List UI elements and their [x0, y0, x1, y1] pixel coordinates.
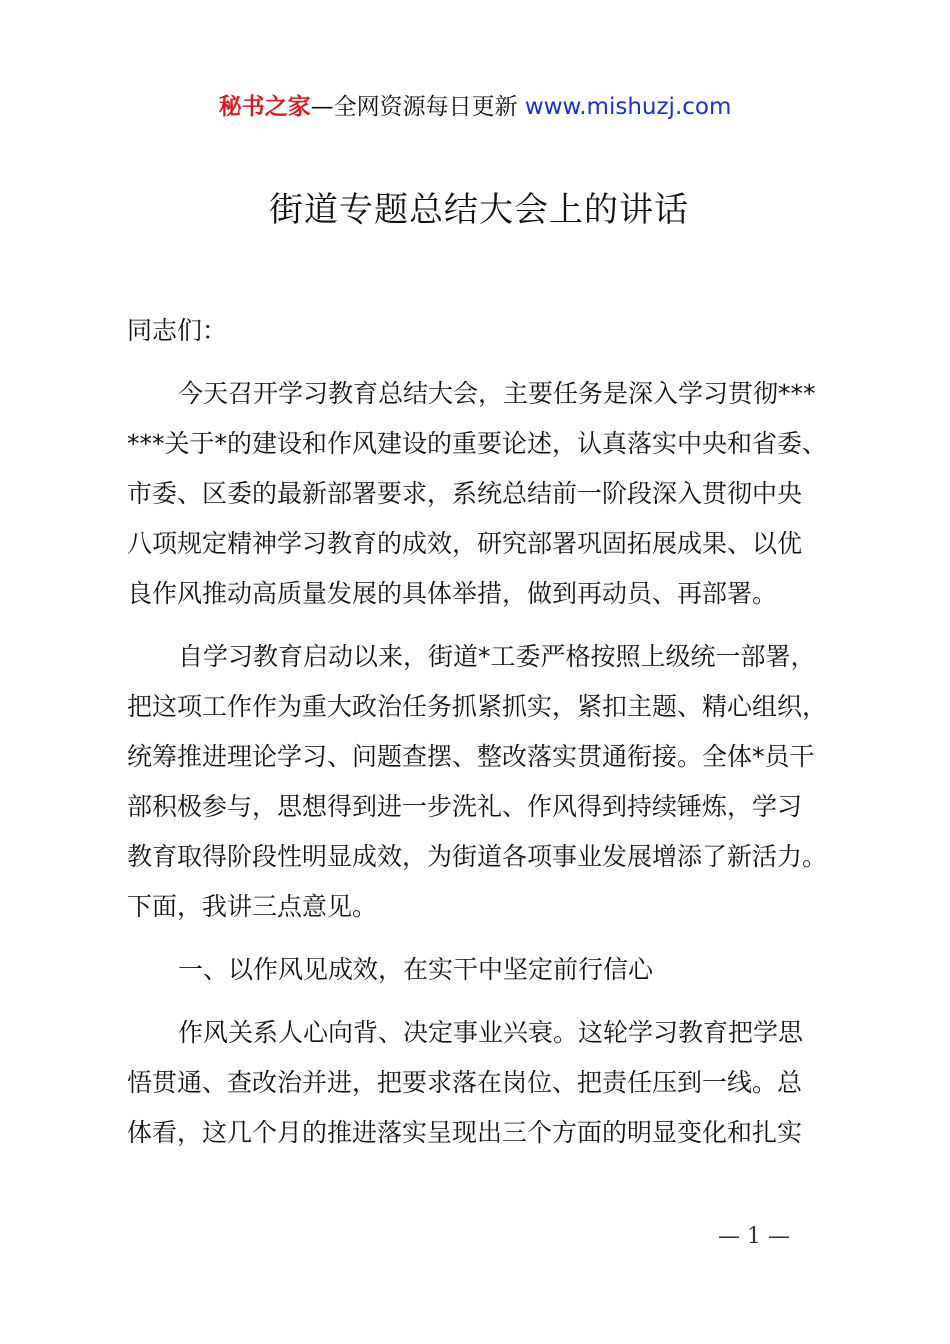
paragraph-line: 教育取得阶段性明显成效，为街道各项事业发展增添了新活力。	[127, 842, 828, 871]
site-header	[0, 88, 950, 121]
page-number: — 1 —	[718, 1224, 790, 1249]
paragraph-line: 良作风推动高质量发展的具体举措，做到再动员、再部署。	[127, 579, 778, 608]
brand-name: 秘书之家	[218, 94, 311, 120]
paragraph-line: 八项规定精神学习教育的成效，研究部署巩固拓展成果、以优	[127, 529, 803, 558]
paragraph-line: ***关于*的建设和作风建设的重要论述，认真落实中央和省委、	[127, 429, 828, 458]
paragraph-line: 下面，我讲三点意见。	[127, 892, 378, 921]
paragraph-line: 悟贯通、查改治并进，把要求落在岗位、把责任压到一线。总	[127, 1068, 803, 1097]
paragraph-line: 市委、区委的最新部署要求，系统总结前一阶段深入贯彻中央	[127, 479, 803, 508]
paragraph-2	[127, 638, 867, 938]
paragraph-line: 体看，这几个月的推进落实呈现出三个方面的明显变化和扎实	[127, 1118, 803, 1147]
section-paragraph	[127, 1014, 867, 1164]
section-heading: 一、以作风见成效，在实干中坚定前行信心	[178, 955, 654, 984]
paragraph-line: 今天召开学习教育总结大会，主要任务是深入学习贯彻***	[178, 379, 816, 408]
site-url-link[interactable]: www.mishuzj.com	[524, 94, 732, 120]
paragraph-1	[127, 375, 867, 625]
paragraph-line: 把这项工作作为重大政治任务抓紧抓实，紧扣主题、精心组织，	[127, 692, 828, 721]
paragraph-line: 作风关系人心向背、决定事业兴衰。这轮学习教育把学思	[178, 1018, 804, 1047]
header-tagline: —全网资源每日更新	[310, 94, 518, 120]
paragraph-line: 自学习教育启动以来，街道*工委严格按照上级统一部署，	[178, 642, 816, 671]
paragraph-line: 统筹推进理论学习、问题查摆、整改落实贯通衔接。全体*员干	[127, 742, 815, 771]
paragraph-line: 部积极参与，思想得到进一步洗礼、作风得到持续锤炼，学习	[127, 792, 803, 821]
document-title: 街道专题总结大会上的讲话	[269, 190, 689, 230]
document-body	[127, 312, 867, 1177]
salutation: 同志们：	[127, 316, 228, 345]
